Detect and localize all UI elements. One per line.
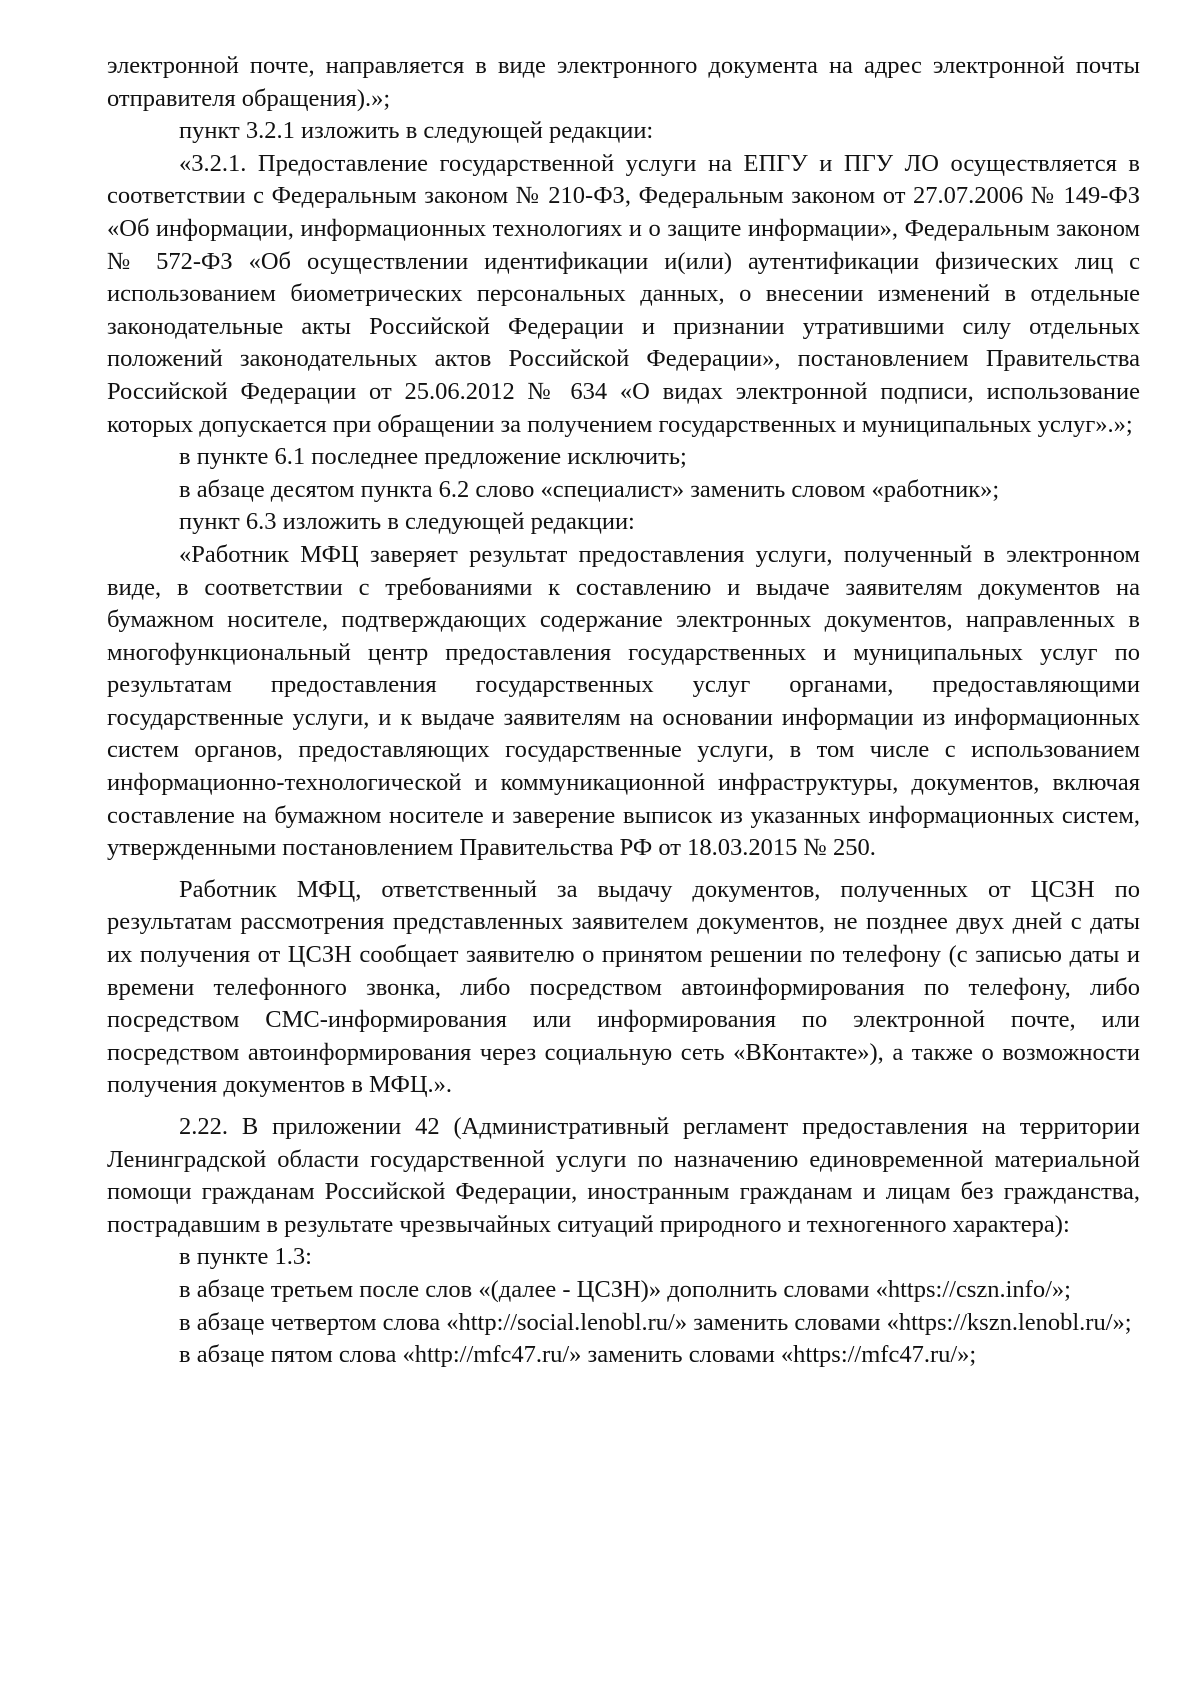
paragraph-6-3-text-1: «Работник МФЦ заверяет результат предоставления услуги, полученный в электронном виде, в соответствии с требованиями к составлению и выдаче заявителям документов на бумажном носителе, подтверждающих содержание электронных документов, направленных в многофункциональный центр предоставления государственных и муниципальных услуг по результатам предоставления государственных услуг органами, предоставляющими государственные услуги, и к выдаче заявителям на основании информации из информационных систем органов, предоставляющих государственные услуги, в том числе с использованием информационно-технологической и коммуникационной инфраструктуры, документов, включая составление на бумажном носителе и заверение выписок из указанных информационных систем, утвержденными постановлением Правительства РФ от 18.03.2015 № 250. [107, 540, 1140, 862]
paragraph-1-3-instruction: в пункте 1.3: [179, 1243, 312, 1271]
paragraph-6-1-instruction: в пункте 6.1 последнее предложение исключить; [179, 443, 687, 471]
paragraph-third-abzac: в абзаце третьем после слов «(далее - ЦСЗН)» дополнить словами «https://cszn.info/»; [179, 1275, 1071, 1303]
paragraph-3-2-1-instruction: пункт 3.2.1 изложить в следующей редакции: [179, 117, 654, 145]
paragraph-3-2-1-text: «3.2.1. Предоставление государственной услуги на ЕПГУ и ПГУ ЛО осуществляется в соответствии с Федеральным законом № 210-ФЗ, Федеральным законом от 27.07.2006 № 149-ФЗ «Об информации, информационных технологиях и о защите информации», Федеральным законом № 572-ФЗ «Об осуществлении идентификации и(или) аутентификации физических лиц с использованием биометрических персональных данных, о внесении изменений в отдельные законодательные акты Российской Федерации и признании утратившими силу отдельных положений законодательных актов Российской Федерации», постановлением Правительства Российской Федерации от 25.06.2012 № 634 «О видах электронной подписи, использование которых допускается при обращении за получением государственных и муниципальных услуг».»; [107, 149, 1140, 438]
paragraph-2-22: 2.22. В приложении 42 (Административный регламент предоставления на территории Ленинградской области государственной услуги по назначению единовременной материальной помощи гражданам Российской Федерации, иностранным гражданам и лицам без гражданства, пострадавшим в результате чрезвычайных ситуаций природного и техногенного характера): [107, 1113, 1140, 1238]
paragraph-fourth-abzac: в абзаце четвертом слова «http://social.lenobl.ru/» заменить словами «https://kszn.lenobl.ru/»; [179, 1308, 1132, 1336]
paragraph-6-3-text-2: Работник МФЦ, ответственный за выдачу документов, полученных от ЦСЗН по результатам рассмотрения представленных заявителем документов, не позднее двух дней с даты их получения от ЦСЗН сообщает заявителю о принятом решении по телефону (с записью даты и времени телефонного звонка, либо посредством автоинформирования по телефону, либо посредством СМС-информирования или информирования по электронной почте, или посредством автоинформирования через социальную сеть «ВКонтакте»), а также о возможности получения документов в МФЦ.». [107, 875, 1140, 1099]
paragraph-gap [107, 865, 1140, 874]
paragraph-fifth-abzac: в абзаце пятом слова «http://mfc47.ru/» заменить словами «https://mfc47.ru/»; [179, 1341, 977, 1369]
paragraph-gap [107, 1102, 1140, 1111]
paragraph-6-2-instruction: в абзаце десятом пункта 6.2 слово «специалист» заменить словом «работник»; [179, 475, 1000, 503]
paragraph-6-3-instruction: пункт 6.3 изложить в следующей редакции: [179, 508, 635, 536]
paragraph-continuation: электронной почте, направляется в виде электронного документа на адрес электронной почты отправителя обращения).»; [107, 52, 1140, 112]
